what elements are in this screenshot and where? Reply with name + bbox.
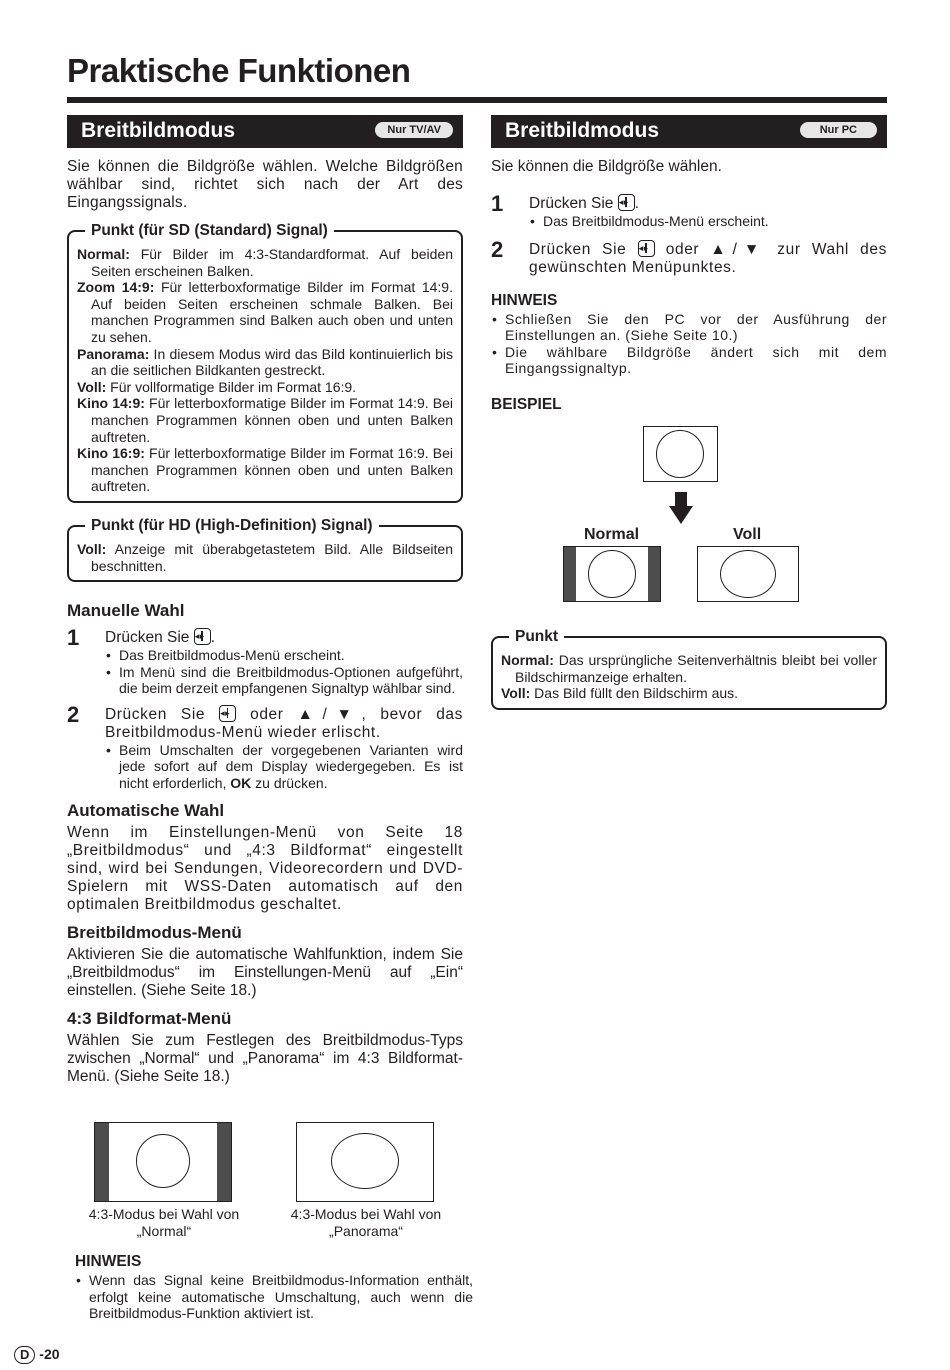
- step-number: 1: [491, 191, 504, 216]
- left-section-title: Breitbildmodus: [81, 119, 236, 142]
- wide-mode-key-icon: [219, 705, 236, 722]
- def-pc-voll: Voll: Das Bild füllt den Bildschirm aus.: [501, 685, 739, 702]
- circle-shape: [136, 1134, 190, 1188]
- pc-punkt-box: [491, 628, 887, 710]
- def-kino-16-9: Kino 16:9: Für letterboxformatige Bilder im Format 16:9. Bei manchen Programmen können oben und unten Balken auftreten.: [77, 445, 453, 495]
- list-item: • Die wählbare Bildgröße ändert sich mit dem Eingangssignaltyp.: [491, 344, 887, 377]
- def-voll: Voll: Für vollformatige Bilder im Format 16:9.: [77, 378, 357, 395]
- right-column: [491, 115, 887, 415]
- step-number: 1: [67, 625, 80, 651]
- circle-shape: [656, 430, 704, 478]
- beispiel-heading: BEISPIEL: [491, 395, 562, 413]
- auto-heading: Automatische Wahl: [67, 800, 225, 820]
- auto-text: Wenn im Einstellungen-Menü von Seite 18 „Breitbildmodus“ und „4:3 Bildformat“ eingestellt sind, wird bei Sendungen, Videorecordern und DVD-Spielern mit WSS-Daten automatisch auf den optimalen Breitbildmodus geschaltet.: [67, 823, 463, 913]
- hd-signal-box: [67, 516, 463, 582]
- page-title: Praktische Funktionen: [67, 52, 411, 89]
- caption-normal: 4:3-Modus bei Wahl von „Normal“: [88, 1206, 240, 1239]
- format-heading: 4:3 Bildformat-Menü: [67, 1008, 232, 1028]
- sd-box-title: Punkt (für SD (Standard) Signal): [85, 221, 334, 241]
- language-badge: D: [14, 1346, 35, 1364]
- normal-example-screen: [563, 546, 661, 602]
- left-intro: Sie können die Bildgröße wählen. Welche Bildgrößen wählbar sind, richtet sich nach der Art des Eingangssignals.: [67, 158, 463, 211]
- list-item: • Im Menü sind die Breitbildmodus-Optionen aufgeführt, die beim derzeit empfangenen Signaltyp wählbar sind.: [105, 664, 463, 697]
- ellipse-shape: [331, 1133, 399, 1189]
- right-intro: Sie können die Bildgröße wählen.: [491, 158, 722, 175]
- left-hinweis: [75, 1252, 473, 1322]
- left-column: [67, 115, 463, 1086]
- hd-box-title: Punkt (für HD (High-Definition) Signal): [85, 516, 379, 536]
- list-item: • Wenn das Signal keine Breitbildmodus-Information enthält, erfolgt keine automatische Umschaltung, auch wenn die Breitbildmodus-Funktion aktiviert ist.: [75, 1272, 473, 1322]
- step-number: 2: [67, 701, 80, 727]
- manual-step-1: 1 Drücken Sie ◂ ▸ . • Das Breitbildmodus-Menü erscheint. • Im Menü sind die Breitbildmodus-Optionen aufgeführt, die beim derzeit empfangenen Signaltyp wählbar sind.: [67, 628, 463, 697]
- list-item: • Beim Umschalten der vorgegebenen Varianten wird jede sofort auf dem Display wiedergegeben. Es ist nicht erforderlich, OK zu drücken.: [105, 742, 463, 792]
- list-item: • Das Breitbildmodus-Menü erscheint.: [529, 213, 887, 230]
- side-bar-left: [95, 1123, 109, 1201]
- wide-mode-key-icon: [194, 628, 211, 645]
- pc-badge: Nur PC: [800, 122, 877, 138]
- voll-example-screen: [697, 546, 799, 602]
- manual-step-2: 2 Drücken Sie ◂ ▸ oder ▲/▼, bevor das Breitbildmodus-Menü wieder erlischt. • Beim Umschalten der vorgegebenen Varianten wird jede sofort auf dem Display wiedergegeben. Es ist nicht erforderlich, OK zu drücken.: [67, 705, 463, 792]
- caption-panorama: 4:3-Modus bei Wahl von „Panorama“: [290, 1206, 442, 1239]
- left-section-header: [67, 115, 463, 148]
- right-section-title: Breitbildmodus: [505, 119, 660, 142]
- def-pc-normal: Normal: Das ursprüngliche Seitenverhältnis bleibt bei voller Bildschirmanzeige erhalten.: [501, 652, 877, 685]
- right-hinweis-heading: HINWEIS: [491, 291, 558, 309]
- title-rule: [67, 97, 887, 103]
- manual-step-1-bullets: [105, 647, 463, 697]
- wide-mode-key-icon: [638, 240, 655, 257]
- side-bar-left: [564, 547, 576, 601]
- def-zoom: Zoom 14:9: Für letterboxformatige Bilder im Format 14:9. Auf beiden Seiten erscheinen schmale Balken. Bei manchen Programmen sind Balken auch oben und unten zu sehen.: [77, 279, 453, 345]
- pc-step-1: 1 Drücken Sie ◂ ▸ . • Das Breitbildmodus-Menü erscheint.: [491, 194, 887, 230]
- manual-heading: Manuelle Wahl: [67, 601, 185, 621]
- pc-step-2: 2 Drücken Sie ◂ ▸ oder ▲/▼ zur Wahl des gewünschten Menüpunktes.: [491, 240, 887, 277]
- side-bar-right: [217, 1123, 231, 1201]
- page-footer: [14, 1346, 60, 1364]
- page-number: -20: [39, 1346, 60, 1362]
- normal-mode-screen: [94, 1122, 232, 1202]
- label-voll: Voll: [733, 526, 762, 543]
- sd-signal-box: [67, 222, 463, 503]
- def-kino-14-9: Kino 14:9: Für letterboxformatige Bilder im Format 14:9. Bei manchen Programmen können oben und unten Balken auftreten.: [77, 395, 453, 445]
- def-hd-voll: Voll: Anzeige mit überabgetastetem Bild. Alle Bildseiten beschnitten.: [77, 540, 453, 574]
- step-number: 2: [491, 236, 504, 262]
- arrow-down-icon: [669, 492, 693, 524]
- list-item: • Schließen Sie den PC vor der Ausführung der Einstellungen an. (Siehe Seite 10.): [491, 311, 887, 344]
- right-hinweis-list: [491, 311, 887, 377]
- ellipse-shape: [720, 550, 776, 598]
- wide-mode-key-icon: [618, 194, 635, 211]
- def-normal: Normal: Für Bilder im 4:3-Standardformat. Auf beiden Seiten erscheinen Balken.: [77, 246, 453, 279]
- side-bar-right: [648, 547, 660, 601]
- tv-av-badge: Nur TV/AV: [375, 122, 453, 138]
- label-normal: Normal: [584, 526, 640, 543]
- right-section-header: [491, 115, 887, 148]
- menu-heading: Breitbildmodus-Menü: [67, 922, 242, 942]
- hinweis-heading: HINWEIS: [75, 1253, 142, 1270]
- circle-shape: [588, 550, 636, 598]
- list-item: • Das Breitbildmodus-Menü erscheint.: [105, 647, 463, 664]
- def-panorama: Panorama: In diesem Modus wird das Bild kontinuierlich bis an die seitlichen Bildkanten gestreckt.: [77, 345, 453, 379]
- panorama-mode-screen: [296, 1122, 434, 1202]
- source-screen: [643, 426, 718, 482]
- menu-text: Aktivieren Sie die automatische Wahlfunktion, indem Sie „Breitbildmodus“ im Einstellungen-Menü auf „Ein“ einstellen. (Siehe Seite 18.): [67, 945, 463, 999]
- pc-punkt-title: Punkt: [509, 627, 564, 647]
- format-text: Wählen Sie zum Festlegen des Breitbildmodus-Typs zwischen „Normal“ und „Panorama“ im 4:3 Bildformat-Menü. (Siehe Seite 18.): [67, 1031, 463, 1085]
